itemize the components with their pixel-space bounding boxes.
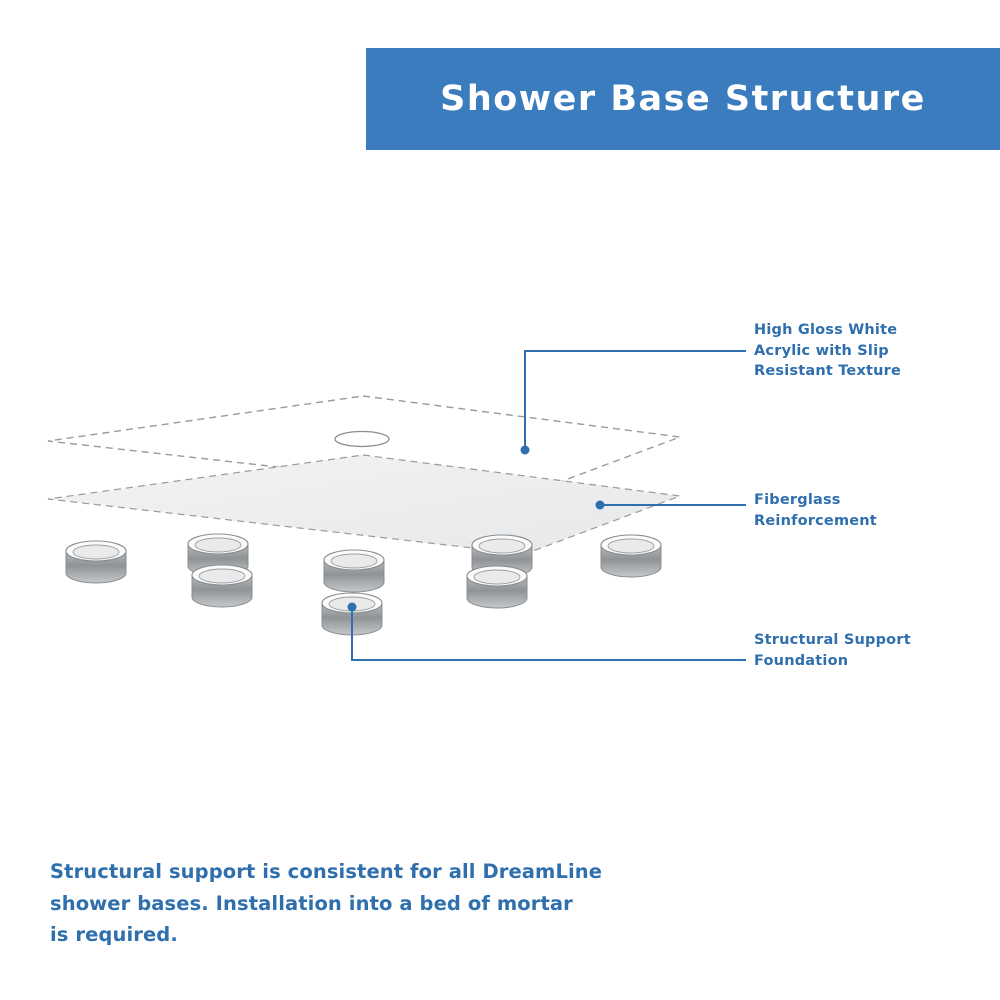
drain-opening — [335, 432, 389, 447]
callout-fiberglass-line1: Fiberglass — [754, 492, 841, 508]
callout-fiberglass-line2: Reinforcement — [754, 512, 877, 529]
support-ring — [601, 535, 661, 577]
leader-line-acrylic — [525, 351, 746, 450]
callout-label-fiberglass — [754, 490, 984, 531]
leader-dot-acrylic — [521, 446, 530, 455]
leader-dot-fiberglass — [596, 501, 605, 510]
support-rings — [66, 534, 661, 635]
fiberglass-layer — [48, 455, 680, 554]
footer-note — [50, 856, 690, 951]
callout-label-acrylic — [754, 320, 984, 382]
footer-note-line1: Structural support is consistent for all DreamLine — [50, 860, 603, 883]
callout-acrylic-line1: High Gloss White — [754, 322, 898, 338]
page-title: Shower Base Structure — [440, 79, 926, 119]
callout-acrylic-line3: Resistant Texture — [754, 363, 902, 380]
callout-support-line1: Structural Support — [754, 632, 911, 648]
footer-note-line2: shower bases. Installation into a bed of mortar — [50, 891, 573, 915]
callout-label-support — [754, 630, 984, 671]
footer-note-line3: is required. — [50, 923, 178, 947]
support-ring — [467, 566, 527, 608]
callout-acrylic-line2: Acrylic with Slip — [754, 342, 889, 359]
support-ring — [324, 550, 384, 592]
callout-support-line2: Foundation — [754, 652, 849, 669]
leader-line-support — [352, 607, 746, 660]
support-ring — [192, 565, 252, 607]
leader-dot-support — [348, 603, 357, 612]
support-ring — [66, 541, 126, 583]
